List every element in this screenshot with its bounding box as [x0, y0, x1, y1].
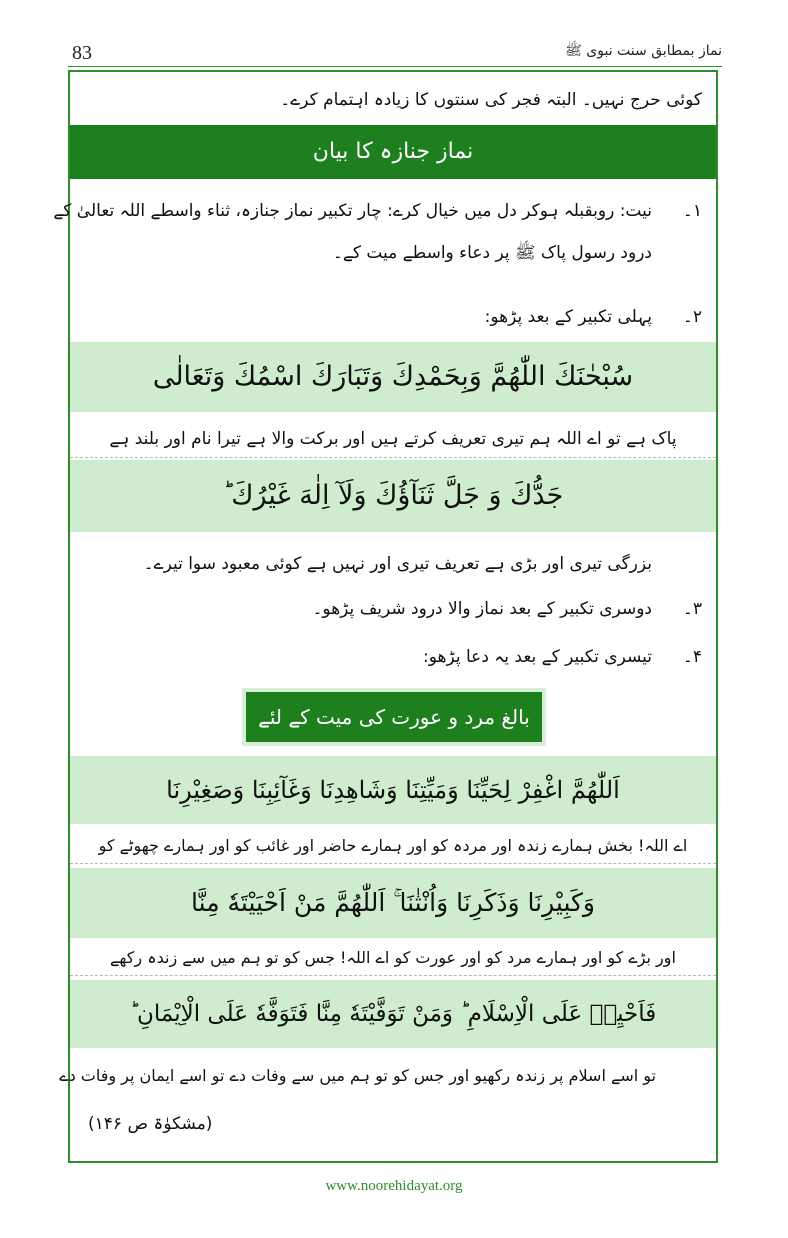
dua-translation-3: تو اسے اسلام پر زندہ رکھیو اور جس کو تو ہم میں سے وفات دے تو اسے ایمان پر وفات دے: [59, 1066, 656, 1085]
sana-arabic-2: جَدُّكَ وَ جَلَّ ثَنَآؤُكَ وَلَآ اِلٰهَ غَيْرُكَ ؕ: [70, 460, 716, 532]
item-3: [70, 594, 716, 630]
footer-url[interactable]: www.noorehidayat.org: [325, 1178, 463, 1194]
item-2-text: پہلی تکبیر کے بعد پڑھو:: [484, 307, 652, 327]
dua-translation-1: اے اللہ! بخش ہمارے زندہ اور مردہ کو اور ہمارے حاضر اور غائب کو اور ہمارے چھوٹے کو: [70, 828, 716, 864]
reference-text: (مشکوٰۃ ص ۱۴۶): [88, 1114, 213, 1134]
item-number: ۳۔: [682, 599, 702, 619]
item-4-text: تیسری تکبیر کے بعد یہ دعا پڑھو:: [423, 647, 652, 667]
section-title: نماز جنازہ کا بیان: [312, 139, 474, 164]
item-2: [70, 302, 716, 338]
item-number: ۱۔: [682, 201, 702, 221]
dua-title-box: [246, 692, 542, 742]
dua-arabic-2: وَكَبِيْرِنَا وَذَكَرِنَا وَاُنْثٰنَا ۚ اَللّٰهُمَّ مَنْ اَحْيَيْتَهٗ مِنَّا: [70, 868, 716, 938]
sana-translation-1: پاک ہے تو اے اللہ ہم تیری تعریف کرتے ہیں اور برکت والا ہے تیرا نام اور بلند ہے: [70, 420, 716, 458]
item-1-line-2: درود رسول پاک ﷺ پر دعاء واسطے میت کے۔: [332, 243, 652, 263]
item-number: ۴۔: [682, 647, 702, 667]
dua-arabic-3: فَاَحْيِهٖ عَلَى الْاِسْلَامِ ؕ وَمَنْ تَوَفَّيْتَهٗ مِنَّا فَتَوَفَّهٗ عَلَى الْاِيْمَانِ ؕ: [70, 980, 716, 1048]
item-4: [70, 642, 716, 678]
section-title-bar: [70, 125, 716, 179]
dua-translation-2: اور بڑے کو اور ہمارے مرد کو اور عورت کو اے اللہ! جس کو تو ہم میں سے زندہ رکھے: [70, 940, 716, 976]
sana-translation-2: بزرگی تیری اور بڑی ہے تعریف تیری اور نہیں ہے کوئی معبود سوا تیرے۔: [143, 554, 652, 574]
item-1-line-1: نیت: روبقبلہ ہوکر دل میں خیال کرے: چار تکبیر نماز جنازہ، ثناء واسطے اللہ تعالیٰ کے: [53, 201, 652, 221]
item-number: ۲۔: [682, 307, 702, 327]
item-1: [53, 196, 716, 276]
intro-line: کوئی حرج نہیں۔ البتہ فجر کی سنتوں کا زیادہ اہتمام کرے۔: [280, 90, 702, 110]
header-divider: [68, 66, 722, 67]
dua-arabic-1: اَللّٰهُمَّ اغْفِرْ لِحَيِّنَا وَمَيِّتِنَا وَشَاهِدِنَا وَغَآئِبِنَا وَصَغِيْرِنَا: [70, 756, 716, 824]
sana-arabic-1: سُبْحٰنَكَ اللّٰهُمَّ وَبِحَمْدِكَ وَتَبَارَكَ اسْمُكَ وَتَعَالٰى: [70, 342, 716, 412]
page-header: [68, 40, 722, 68]
page-number: 83: [72, 42, 92, 64]
running-title: نماز بمطابق سنت نبوی ﷺ: [564, 43, 722, 59]
item-3-text: دوسری تکبیر کے بعد نماز والا درود شریف پڑھو۔: [312, 599, 652, 619]
dua-title: بالغ مرد و عورت کی میت کے لئے: [258, 705, 530, 729]
reference: [70, 1106, 716, 1142]
